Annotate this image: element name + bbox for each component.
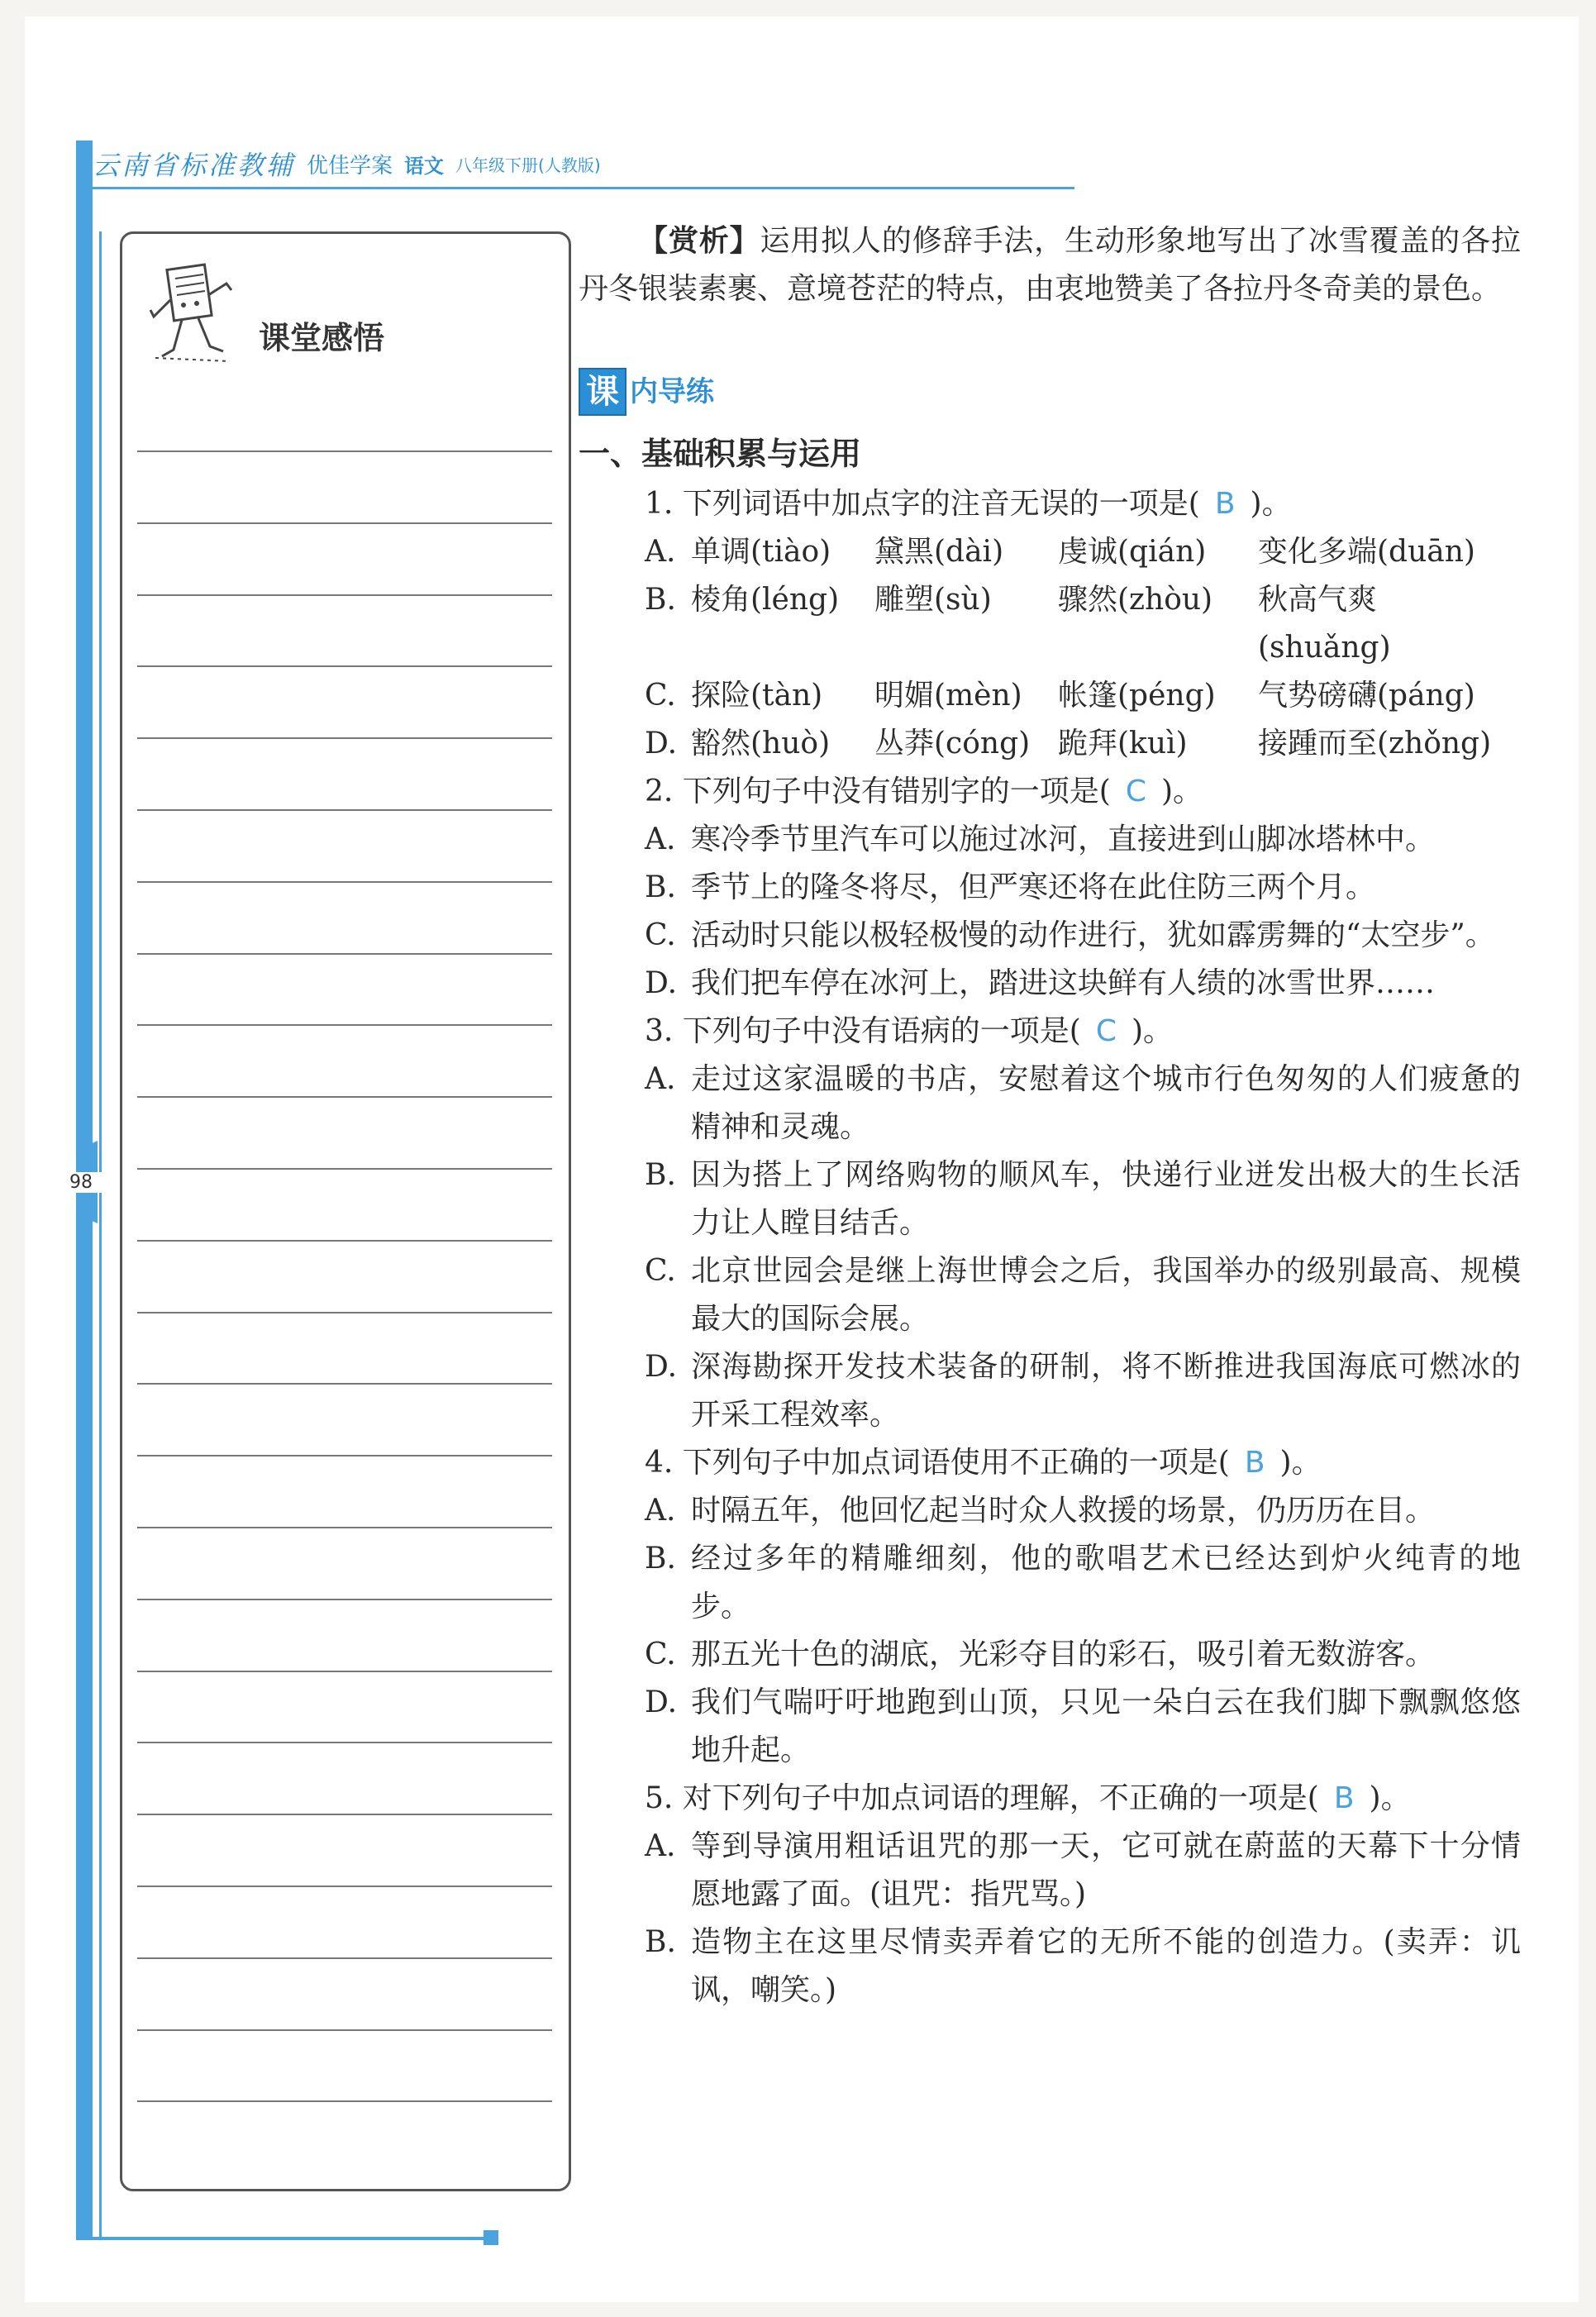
page-number: 98 (58, 1172, 104, 1193)
option-text: 我们气喘吁吁地跑到山顶，只见一朵白云在我们脚下飘飘悠悠地升起。 (691, 1685, 1521, 1767)
question-stem-text: 2. 下列句子中没有错别字的一项是( (645, 775, 1111, 808)
option-label: B. (645, 1158, 676, 1192)
notes-panel-title: 课堂感悟 (259, 319, 385, 356)
option-word: 豁然(huò) (691, 727, 831, 760)
question-stem (579, 1439, 1521, 1487)
option-row (579, 864, 1521, 912)
option-word: 秋高气爽(shuǎng) (1258, 583, 1391, 665)
option-label: D. (645, 727, 678, 760)
notes-line (137, 451, 552, 452)
option-word: 雕塑(sù) (874, 583, 992, 617)
option-text: 活动时只能以极轻极慢的动作进行，犹如霹雳舞的“太空步”。 (691, 918, 1495, 952)
notes-line (137, 953, 552, 955)
option-label: B. (645, 1542, 676, 1576)
notes-line (137, 881, 552, 883)
option-row (579, 576, 1521, 672)
option-row (579, 912, 1521, 960)
page-number-tab (58, 1141, 107, 1223)
option-row (579, 528, 1521, 576)
option-label: C. (645, 679, 676, 713)
question-stem (579, 1775, 1521, 1823)
notes-line (137, 1168, 552, 1170)
notes-line (137, 665, 552, 667)
option-label: D. (645, 1350, 678, 1384)
notes-line (137, 1024, 552, 1026)
header-grade: 八年级下册(人教版) (455, 155, 601, 175)
option-text: 寒冷季节里汽车可以施过冰河，直接进到山脚冰塔林中。 (691, 822, 1436, 856)
option-row (579, 1056, 1521, 1151)
option-row (579, 1679, 1521, 1775)
option-label: A. (645, 535, 676, 569)
option-label: C. (645, 918, 676, 952)
section-header (579, 363, 1521, 421)
option-word: 接踵而至(zhǒng) (1258, 727, 1492, 760)
question-answer: C (1125, 775, 1146, 808)
question-stem (579, 768, 1521, 816)
notes-line (137, 2100, 552, 2102)
question-answer: B (1214, 487, 1236, 521)
question-answer: B (1244, 1446, 1265, 1480)
option-label: D. (645, 1685, 678, 1719)
option-label: A. (645, 822, 676, 856)
option-word: 跪拜(kuì) (1058, 727, 1188, 760)
notes-line (137, 809, 552, 811)
notes-line (137, 594, 552, 596)
part-title: 一、基础积累与运用 (579, 436, 862, 472)
option-word: 黛黑(dài) (874, 535, 1004, 569)
option-label: A. (645, 1062, 676, 1096)
option-row (579, 1247, 1521, 1343)
main-column (579, 217, 1521, 2014)
option-text: 等到导演用粗话诅咒的那一天，它可就在蔚蓝的天幕下十分情愿地露了面。(诅咒：指咒骂。) (691, 1829, 1521, 1911)
notes-line (137, 1886, 552, 1887)
option-row (579, 1631, 1521, 1679)
header-subject: 语文 (404, 154, 445, 178)
question-stem (579, 1008, 1521, 1056)
section-label: 内导练 (630, 375, 714, 408)
question-stem-text: 3. 下列句子中没有语病的一项是( (645, 1014, 1081, 1048)
notebook-mascot-icon (147, 259, 238, 370)
notes-line (137, 1742, 552, 1743)
option-row (579, 816, 1521, 864)
bottom-margin-bar (76, 2237, 489, 2240)
option-label: D. (645, 966, 678, 1000)
option-word: 气势磅礴(páng) (1258, 679, 1475, 713)
question-stem (579, 480, 1521, 528)
question-stem-text: 1. 下列词语中加点字的注音无误的一项是( (645, 487, 1200, 521)
option-word: 帐篷(péng) (1058, 679, 1216, 713)
notes-line (137, 737, 552, 739)
option-row (579, 1487, 1521, 1535)
option-text: 因为搭上了网络购物的顺风车，快递行业迸发出极大的生长活力让人瞠目结舌。 (691, 1158, 1521, 1240)
appreciation-paragraph (579, 217, 1521, 313)
option-word: 单调(tiào) (691, 535, 831, 569)
question-stem-text: 4. 下列句子中加点词语使用不正确的一项是( (645, 1446, 1230, 1480)
option-word: 明媚(mèn) (874, 679, 1022, 713)
question-stem-end: )。 (1131, 1014, 1174, 1048)
option-label: C. (645, 1254, 676, 1288)
option-text: 造物主在这里尽情卖弄着它的无所不能的创造力。(卖弄：讥讽，嘲笑。) (691, 1925, 1521, 2007)
option-text: 经过多年的精雕细刻，他的歌唱艺术已经达到炉火纯青的地步。 (691, 1542, 1521, 1623)
option-label: A. (645, 1829, 676, 1863)
option-row (579, 1151, 1521, 1247)
option-row (579, 672, 1521, 720)
question-stem-end: )。 (1369, 1781, 1411, 1815)
option-label: C. (645, 1638, 676, 1671)
option-row (579, 720, 1521, 768)
header-series: 优佳学案 (307, 153, 393, 179)
question-stem-text: 5. 对下列句子中加点词语的理解，不正确的一项是( (645, 1781, 1319, 1815)
left-margin-thin-bar (99, 231, 102, 2240)
header-brand: 云南省标准教辅 (93, 150, 296, 181)
option-text: 季节上的隆冬将尽，但严寒还将在此住防三两个月。 (691, 870, 1376, 904)
option-label: B. (645, 1925, 676, 1959)
section-icon: 课 (579, 368, 626, 416)
option-text: 走过这家温暖的书店，安慰着这个城市行色匆匆的人们疲惫的精神和灵魂。 (691, 1062, 1521, 1144)
option-word: 变化多端(duān) (1258, 535, 1475, 569)
option-word: 虔诚(qián) (1058, 535, 1207, 569)
question-stem-end: )。 (1250, 487, 1292, 521)
notes-line (137, 522, 552, 524)
option-row (579, 1343, 1521, 1439)
option-label: B. (645, 870, 676, 904)
question-list (579, 480, 1521, 2014)
notes-line (137, 1671, 552, 1672)
bottom-margin-square (484, 2230, 498, 2245)
question-stem-end: )。 (1279, 1446, 1322, 1480)
question-answer: C (1095, 1014, 1117, 1048)
notes-line (137, 1240, 552, 1242)
option-text: 深海勘探开发技术装备的研制，将不断推进我国海底可燃冰的开采工程效率。 (691, 1350, 1521, 1432)
notes-line (137, 1383, 552, 1385)
option-text: 时隔五年，他回忆起当时众人救援的场景，仍历历在目。 (691, 1494, 1436, 1528)
option-text: 我们把车停在冰河上，踏进这块鲜有人绩的冰雪世界…… (691, 966, 1436, 1000)
notes-panel (120, 231, 571, 2191)
option-word: 棱角(léng) (691, 583, 840, 617)
option-word: 丛莽(cóng) (874, 727, 1031, 760)
notes-line (137, 1312, 552, 1313)
option-row (579, 1535, 1521, 1631)
running-header (93, 141, 601, 187)
notes-line (137, 1814, 552, 1815)
notes-line (137, 1957, 552, 1959)
option-label: B. (645, 583, 676, 617)
appreciation-text: 运用拟人的修辞手法，生动形象地写出了冰雪覆盖的各拉丹冬银装素裹、意境苍茫的特点，由衷地赞美了各拉丹冬奇美的景色。 (579, 224, 1521, 306)
appreciation-tag: 【赏析】 (638, 223, 760, 258)
option-text: 那五光十色的湖底，光彩夺目的彩石，吸引着无数游客。 (691, 1638, 1436, 1671)
notes-line (137, 1455, 552, 1456)
question-answer: B (1333, 1781, 1355, 1815)
option-row (579, 1919, 1521, 2014)
option-word: 探险(tàn) (691, 679, 823, 713)
option-word: 骤然(zhòu) (1058, 583, 1213, 617)
notes-line (137, 1599, 552, 1600)
option-row (579, 1823, 1521, 1919)
notes-line (137, 1096, 552, 1098)
option-label: A. (645, 1494, 676, 1528)
notes-line (137, 2029, 552, 2031)
option-row (579, 960, 1521, 1008)
header-rule (93, 187, 1074, 189)
notes-line (137, 1527, 552, 1528)
question-stem-end: )。 (1160, 775, 1203, 808)
option-text: 北京世园会是继上海世博会之后，我国举办的级别最高、规模最大的国际会展。 (691, 1254, 1521, 1336)
